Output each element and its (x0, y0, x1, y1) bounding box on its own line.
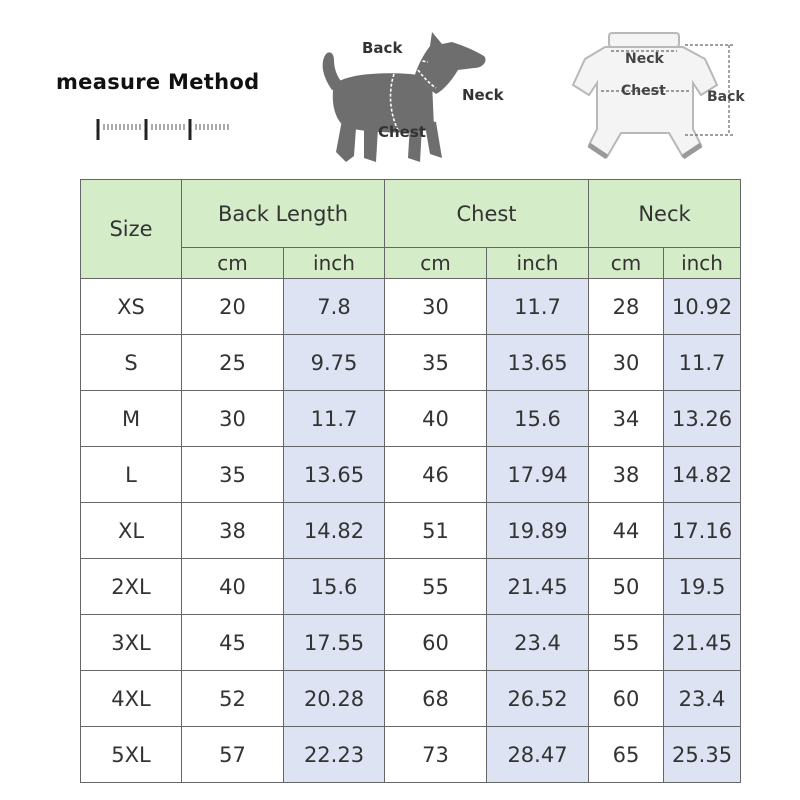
chest-cm-cell: 68 (385, 671, 487, 727)
unit-header: cm (182, 248, 284, 279)
back-length-cm-cell: 35 (182, 447, 284, 503)
table-row (81, 671, 741, 727)
chest-cm-cell: 35 (385, 335, 487, 391)
back-length-inch-cell: 20.28 (284, 671, 385, 727)
chest-inch-cell: 11.7 (487, 279, 589, 335)
neck-inch-cell: 10.92 (664, 279, 741, 335)
back-length-cm-cell: 45 (182, 615, 284, 671)
chest-cm-cell: 73 (385, 727, 487, 783)
back-length-cm-cell: 52 (182, 671, 284, 727)
neck-cm-cell: 55 (589, 615, 664, 671)
size-cell: L (81, 447, 182, 503)
unit-header: inch (487, 248, 589, 279)
table-row (81, 335, 741, 391)
neck-header: Neck (589, 180, 741, 248)
neck-cm-cell: 28 (589, 279, 664, 335)
chest-cm-cell: 55 (385, 559, 487, 615)
measure-header (0, 0, 800, 178)
chest-inch-cell: 28.47 (487, 727, 589, 783)
size-cell: 4XL (81, 671, 182, 727)
neck-cm-cell: 50 (589, 559, 664, 615)
dog-measure-illustration (318, 28, 518, 168)
size-cell: XL (81, 503, 182, 559)
neck-cm-cell: 34 (589, 391, 664, 447)
table-row (81, 391, 741, 447)
shirt-neck-label: Neck (625, 51, 664, 67)
dog-back-label: Back (362, 39, 403, 57)
chest-inch-cell: 17.94 (487, 447, 589, 503)
size-cell: 5XL (81, 727, 182, 783)
size-cell: 3XL (81, 615, 182, 671)
chest-cm-cell: 30 (385, 279, 487, 335)
chest-cm-cell: 40 (385, 391, 487, 447)
size-cell: 2XL (81, 559, 182, 615)
back-length-cm-cell: 38 (182, 503, 284, 559)
neck-cm-cell: 44 (589, 503, 664, 559)
neck-cm-cell: 65 (589, 727, 664, 783)
shirt-back-label: Back (707, 89, 745, 105)
neck-inch-cell: 17.16 (664, 503, 741, 559)
back-length-header: Back Length (182, 180, 385, 248)
group-header-row (81, 180, 741, 248)
neck-cm-cell: 30 (589, 335, 664, 391)
shirt-chest-label: Chest (621, 83, 666, 99)
neck-cm-cell: 38 (589, 447, 664, 503)
chest-inch-cell: 15.6 (487, 391, 589, 447)
measure-method-title: measure Method (56, 70, 260, 94)
back-length-cm-cell: 20 (182, 279, 284, 335)
chest-inch-cell: 23.4 (487, 615, 589, 671)
size-cell: S (81, 335, 182, 391)
back-length-cm-cell: 57 (182, 727, 284, 783)
size-cell: XS (81, 279, 182, 335)
ruler-icon (96, 116, 236, 142)
back-length-inch-cell: 22.23 (284, 727, 385, 783)
chest-inch-cell: 26.52 (487, 671, 589, 727)
chest-inch-cell: 13.65 (487, 335, 589, 391)
table-row (81, 279, 741, 335)
neck-inch-cell: 25.35 (664, 727, 741, 783)
back-length-inch-cell: 13.65 (284, 447, 385, 503)
shirt-measure-illustration (565, 25, 765, 175)
chest-cm-cell: 51 (385, 503, 487, 559)
table-row (81, 727, 741, 783)
dog-chest-label: Chest (378, 123, 426, 141)
chest-cm-cell: 46 (385, 447, 487, 503)
neck-inch-cell: 19.5 (664, 559, 741, 615)
back-length-cm-cell: 25 (182, 335, 284, 391)
neck-inch-cell: 14.82 (664, 447, 741, 503)
back-length-inch-cell: 14.82 (284, 503, 385, 559)
back-length-cm-cell: 30 (182, 391, 284, 447)
neck-inch-cell: 23.4 (664, 671, 741, 727)
back-length-inch-cell: 15.6 (284, 559, 385, 615)
neck-cm-cell: 60 (589, 671, 664, 727)
size-column-header: Size (81, 180, 182, 279)
back-length-inch-cell: 11.7 (284, 391, 385, 447)
unit-header: inch (664, 248, 741, 279)
chest-cm-cell: 60 (385, 615, 487, 671)
chest-inch-cell: 21.45 (487, 559, 589, 615)
unit-header: cm (385, 248, 487, 279)
back-length-inch-cell: 9.75 (284, 335, 385, 391)
dog-neck-label: Neck (462, 86, 504, 104)
unit-header: inch (284, 248, 385, 279)
back-length-inch-cell: 17.55 (284, 615, 385, 671)
table-row (81, 447, 741, 503)
neck-inch-cell: 21.45 (664, 615, 741, 671)
chest-inch-cell: 19.89 (487, 503, 589, 559)
table-row (81, 559, 741, 615)
unit-header: cm (589, 248, 664, 279)
size-chart-table (80, 179, 741, 783)
table-row (81, 615, 741, 671)
back-length-cm-cell: 40 (182, 559, 284, 615)
neck-inch-cell: 13.26 (664, 391, 741, 447)
neck-inch-cell: 11.7 (664, 335, 741, 391)
table-row (81, 503, 741, 559)
back-length-inch-cell: 7.8 (284, 279, 385, 335)
chest-header: Chest (385, 180, 589, 248)
size-cell: M (81, 391, 182, 447)
